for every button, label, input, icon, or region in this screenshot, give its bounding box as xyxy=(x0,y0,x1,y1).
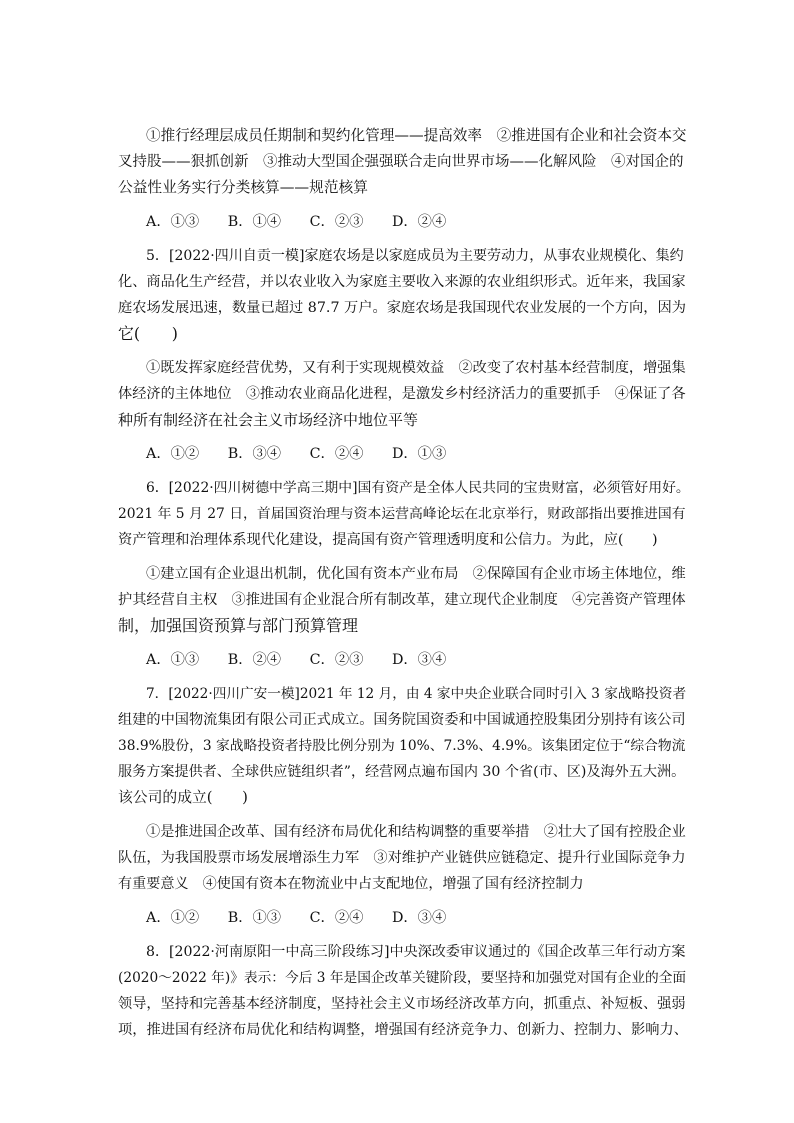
text-line: ①既发挥家庭经营优势，又有利于实现规模效益 ②改变了农村基本经营制度，增强集 xyxy=(146,360,686,376)
text-line: 它( ) xyxy=(118,324,178,343)
text-line: 7．[2022·四川广安一模]2021 年 12 月，由 4 家中央企业联合同时引入 3 家战略投资者 xyxy=(146,686,687,702)
text-line: ①建立国有企业退出机制，优化国有资本产业布局 ②保障国有企业市场主体地位，维 xyxy=(146,566,686,582)
text-line: ①推行经理层成员任期制和契约化管理——提高效率 ②推进国有企业和社会资本交 xyxy=(146,127,687,144)
text-line: 有重要意义 ④使国有资本在物流业中占支配地位，增强了国有经济控制力 xyxy=(118,876,584,892)
text-line: 6．[2022·四川树德中学高三期中]国有资产是全体人民共同的宝贵财富，必须管好用好。 xyxy=(146,480,690,496)
text-line: 护其经营自主权 ③推进国有企业混合所有制改革，建立现代企业制度 ④完善资产管理体 xyxy=(118,592,686,608)
text-line: 体经济的主体地位 ③推动农业商品化进程，是激发乡村经济活力的重要抓手 ④保证了各 xyxy=(118,386,686,402)
text-line: 制，加强国资预算与部门预算管理 xyxy=(118,616,359,635)
question-6-options: A．①③ B．②④ C．②③ D．③④ xyxy=(146,652,447,668)
text-line: 领导，坚持和完善基本经济制度，坚持社会主义市场经济改革方向，抓重点、补短板、强弱 xyxy=(118,996,686,1012)
text-line: ①是推进国企改革、国有经济布局优化和结构调整的重要举措 ②壮大了国有控股企业 xyxy=(146,824,686,840)
text-line: 化、商品化生产经营，并以农业收入为家庭主要收入来源的农业组织形式。近年来，我国家 xyxy=(118,274,686,290)
text-line: 队伍，为我国股票市场发展增添生力军 ③对维护产业链供应链稳定、提升行业国际竞争力 xyxy=(118,850,686,866)
text-line: 该公司的成立( ) xyxy=(118,789,248,806)
text-line: 38.9%股份，3 家战略投资者持股比例分别为 10%、7.3%、4.9%。该集团定位于“综合物流 xyxy=(118,738,686,754)
text-line: 公益性业务实行分类核算——规范核算 xyxy=(118,179,368,196)
text-line: 8．[2022·河南原阳一中高三阶段练习]中央深改委审议通过的《国企改革三年行动方案 xyxy=(146,944,686,960)
text-line: 2021 年 5 月 27 日，首届国资治理与资本运营高峰论坛在北京举行，财政部指出要推进国有 xyxy=(118,506,686,522)
question-4-options: A．①③ B．①④ C．②③ D．②④ xyxy=(146,214,447,230)
text-line: 资产管理和治理体系现代化建设，提高国有资产管理透明度和公信力。为此，应( ) xyxy=(118,532,658,548)
text-line: 项，推进国有经济布局优化和结构调整，增强国有经济竞争力、创新力、控制力、影响力、 xyxy=(118,1022,689,1038)
text-line: 种所有制经济在社会主义市场经济中地位平等 xyxy=(118,411,419,429)
text-line: 组建的中国物流集团有限公司正式成立。国务院国资委和中国诚通控股集团分别持有该公司 xyxy=(118,712,686,728)
question-7-options: A．①② B．①③ C．②④ D．③④ xyxy=(146,910,447,926)
text-line: (2020～2022 年)》表示：今后 3 年是国企改革关键阶段，要坚持和加强党对国有企业的全面 xyxy=(118,970,687,986)
question-5-options: A．①② B．③④ C．②④ D．①③ xyxy=(146,446,447,462)
text-line: 服务方案提供者、全球供应链组织者”，经营网点遍布国内 30 个省(市、区)及海外五大洲。 xyxy=(118,764,686,780)
text-line: 庭农场发展迅速，数量已超过 87.7 万户。家庭农场是我国现代农业发展的一个方向，因为 xyxy=(118,300,687,316)
text-line: 5．[2022·四川自贡一模]家庭农场是以家庭成员为主要劳动力，从事农业规模化、集约 xyxy=(146,248,684,264)
text-line: 叉持股——狠抓创新 ③推动大型国企强强联合走向世界市场——化解风险 ④对国企的 xyxy=(118,154,684,170)
